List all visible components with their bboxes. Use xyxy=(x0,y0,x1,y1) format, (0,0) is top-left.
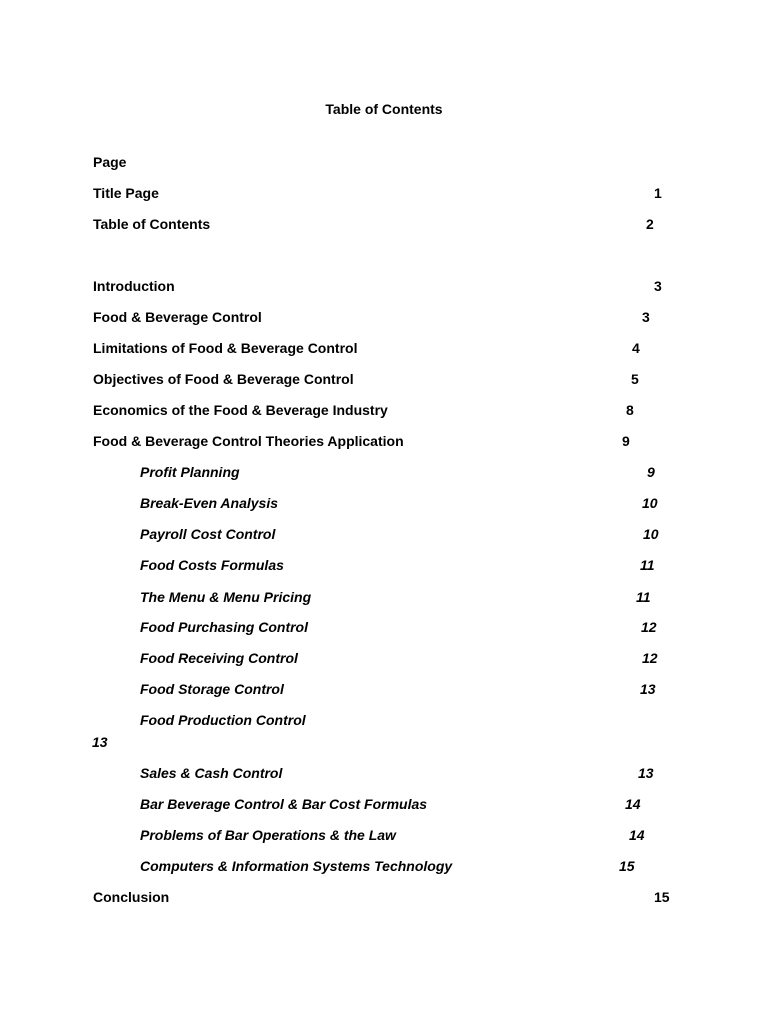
toc-subentry-label: The Menu & Menu Pricing xyxy=(140,589,312,605)
toc-entry-label: Introduction xyxy=(93,278,175,294)
toc-subentry-page: 14 xyxy=(629,827,645,843)
toc-subentry-label: Food Receiving Control xyxy=(140,650,298,666)
toc-subentry-label: Profit Planning xyxy=(140,464,240,480)
toc-subentry-label: Food Storage Control xyxy=(140,681,284,697)
toc-entry-label: Food & Beverage Control Theories Application xyxy=(93,433,404,449)
toc-entry-page: 8 xyxy=(626,402,634,418)
toc-subentry-label: Food Production Control xyxy=(140,712,306,728)
toc-entry-page: 1 xyxy=(654,185,662,201)
toc-entry-page: 2 xyxy=(646,216,654,232)
toc-entry-label: Food & Beverage Control xyxy=(93,309,262,325)
toc-entry-label: Conclusion xyxy=(93,889,170,905)
toc-subentry-page: 10 xyxy=(643,526,659,542)
page-title: Table of Contents xyxy=(325,101,443,117)
toc-subentry-page: 11 xyxy=(636,589,651,605)
toc-subentry-page: 12 xyxy=(641,619,657,635)
toc-entry-label: Limitations of Food & Beverage Control xyxy=(93,340,358,356)
toc-entry-page: 3 xyxy=(642,309,650,325)
toc-entry-label: Economics of the Food & Beverage Industry xyxy=(93,402,388,418)
toc-subentry-page: 9 xyxy=(647,464,655,480)
toc-entry-page: 5 xyxy=(631,371,639,387)
page-column-header: Page xyxy=(93,154,127,170)
toc-subentry-page: 10 xyxy=(642,495,658,511)
toc-subentry-label: Payroll Cost Control xyxy=(140,526,276,542)
toc-subentry-page: 13 xyxy=(92,734,108,750)
toc-subentry-page: 11 xyxy=(640,557,655,573)
toc-subentry-page: 13 xyxy=(640,681,656,697)
toc-subentry-label: Food Costs Formulas xyxy=(140,557,284,573)
toc-subentry-page: 13 xyxy=(638,765,654,781)
toc-entry-page: 4 xyxy=(632,340,640,356)
toc-entry-label: Title Page xyxy=(93,185,159,201)
toc-subentry-page: 14 xyxy=(625,796,641,812)
toc-entry-page: 9 xyxy=(622,433,630,449)
toc-entry-label: Objectives of Food & Beverage Control xyxy=(93,371,354,387)
toc-subentry-page: 15 xyxy=(619,858,635,874)
toc-entry-label: Table of Contents xyxy=(93,216,211,232)
toc-entry-page: 15 xyxy=(654,889,670,905)
toc-subentry-label: Sales & Cash Control xyxy=(140,765,283,781)
toc-subentry-page: 12 xyxy=(642,650,658,666)
toc-subentry-label: Problems of Bar Operations & the Law xyxy=(140,827,396,843)
toc-subentry-label: Food Purchasing Control xyxy=(140,619,308,635)
toc-subentry-label: Break-Even Analysis xyxy=(140,495,278,511)
toc-subentry-label: Bar Beverage Control & Bar Cost Formulas xyxy=(140,796,428,812)
toc-entry-page: 3 xyxy=(654,278,662,294)
toc-subentry-label: Computers & Information Systems Technology xyxy=(140,858,453,874)
